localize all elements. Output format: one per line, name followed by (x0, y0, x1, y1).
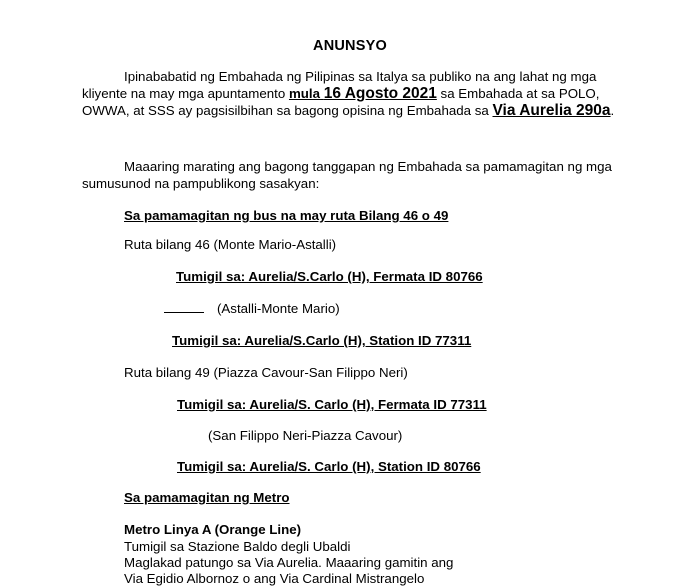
intro-address: Via Aurelia 290a (492, 102, 611, 119)
intro-date: 16 Agosto 2021 (323, 85, 437, 102)
metro-heading: Sa pamamagitan ng Metro (124, 490, 290, 505)
access-paragraph: Maaaring marating ang bagong tanggapan ng Embahada sa pamamagitan ng mga sumusunod na pampublikong sasakyan: (82, 159, 612, 191)
route-49: Ruta bilang 49 (Piazza Cavour-San Filippo Neri) (124, 365, 408, 380)
intro-text-end: . (610, 103, 615, 118)
stop-46-station: Tumigil sa: Aurelia/S.Carlo (H), Station ID 77311 (172, 333, 472, 348)
intro-paragraph (82, 68, 622, 119)
intro-mula: mula (288, 86, 321, 101)
direction-46-return (164, 300, 340, 317)
metro-line-label: Metro Linya A (Orange Line) (124, 522, 302, 537)
metro-instruction-3: Via Egidio Albornoz o ang Via Cardinal Mistrangelo (124, 571, 425, 586)
stop-46-fermata: Tumigil sa: Aurelia/S.Carlo (H), Fermata ID 80766 (176, 269, 483, 284)
stop-49-station: Tumigil sa: Aurelia/S. Carlo (H), Station ID 80766 (177, 459, 481, 474)
stop-49-fermata: Tumigil sa: Aurelia/S. Carlo (H), Fermata ID 77311 (177, 397, 487, 412)
direction-49-return: (San Filippo Neri-Piazza Cavour) (208, 428, 403, 443)
page-title: ANUNSYO (313, 38, 387, 54)
metro-instruction-2: Maglakad patungo sa Via Aurelia. Maaaring gamitin ang (124, 555, 454, 570)
intro-text-middle: sa Embahada at sa POLO, OWWA, at SSS ay pagsisilbihan sa bagong opisina ng Embahada sa (82, 86, 600, 118)
bus-heading: Sa pamamagitan ng bus na may ruta Bilang 46 o 49 (124, 208, 449, 223)
route-46: Ruta bilang 46 (Monte Mario-Astalli) (124, 237, 337, 252)
metro-instruction-1: Tumigil sa Stazione Baldo degli Ubaldi (124, 539, 351, 554)
blank-line (164, 301, 204, 313)
direction-46-label: (Astalli-Monte Mario) (217, 301, 340, 316)
intro-text-before: Ipinababatid ng Embahada ng Pilipinas sa Italya sa publiko na ang lahat ng mga kliyente na may mga apuntamento (82, 69, 597, 101)
